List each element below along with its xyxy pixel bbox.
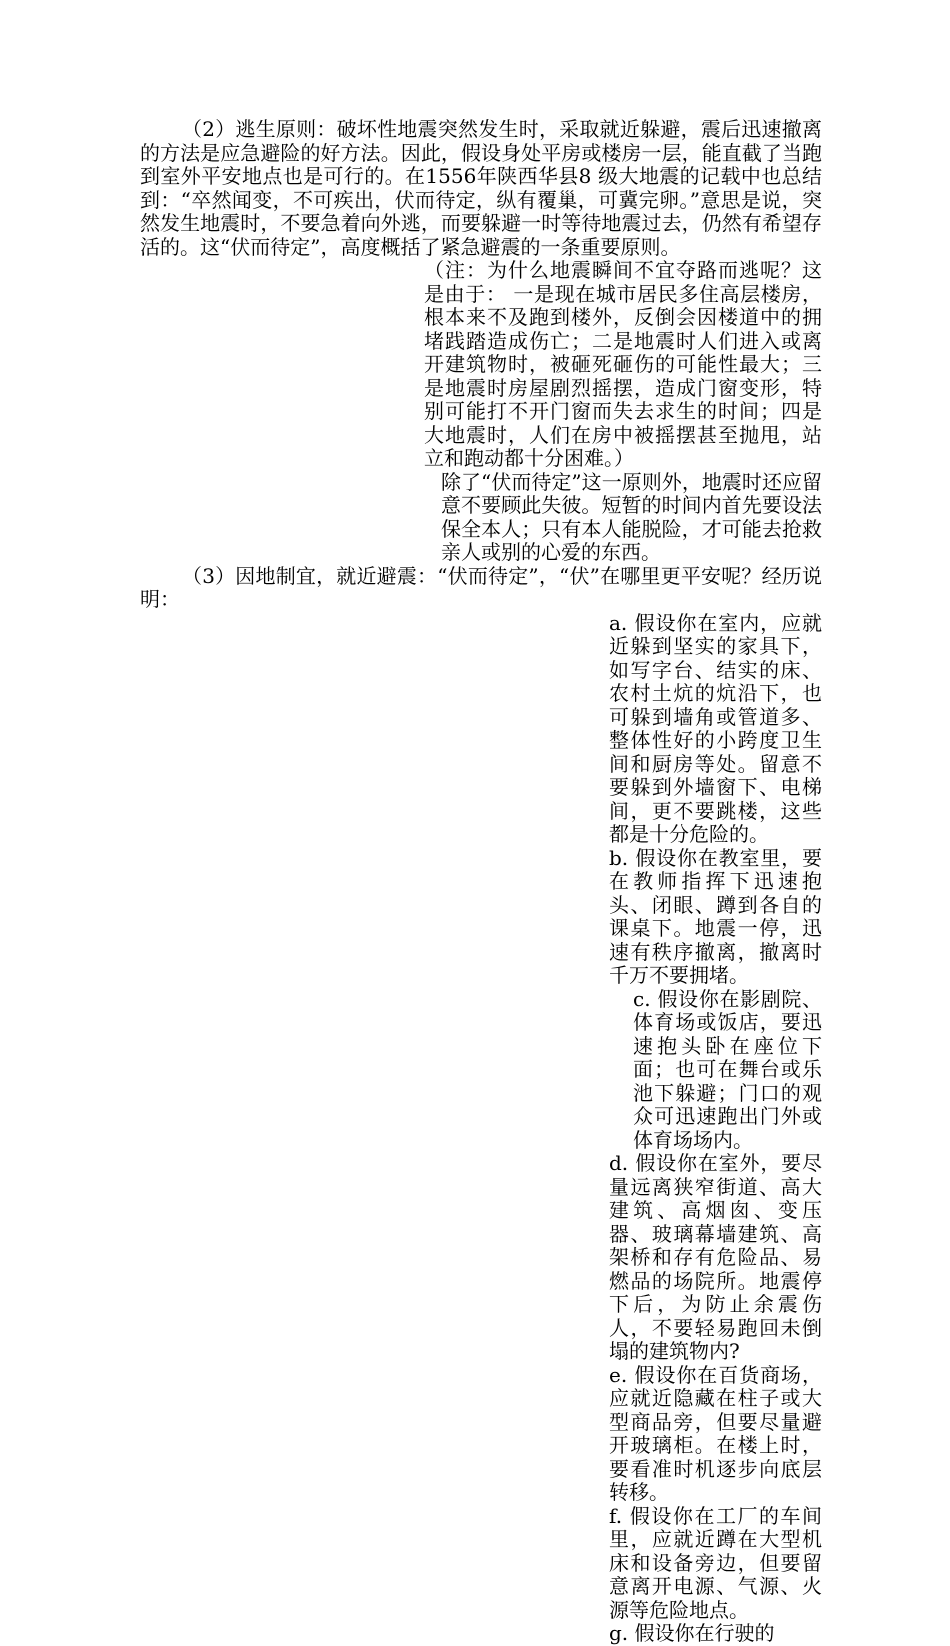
list-item-classroom: b. 假设你在教室里，要在教师指挥下迅速抱头、闭眼、蹲到各自的课桌下。地震一停，迅速有秩序撤离，撤离时千万不要拥堵。	[609, 845, 822, 987]
list-item-department-store: e. 假设你在百货商场，应就近隐藏在柱子或大型商品旁，但要尽量避开玻璃柜。在楼上时，要看准时机逐步向底层转移。	[609, 1362, 822, 1504]
list-item-vehicle: g. 假设你在行驶的	[609, 1621, 775, 1645]
list-item-theater: c. 假设你在影剧院、体育场或饭店，要迅速抱头卧在座位下面；也可在舞台或乐池下躲避；门口的观众可迅速跑出门外或体育场场内。	[633, 986, 822, 1152]
list-item-factory: f. 假设你在工厂的车间里，应就近蹲在大型机床和设备旁边，但要留意离开电源、气源、火源等危险地点。	[609, 1503, 822, 1622]
document-page	[140, 118, 822, 1646]
paragraph-note: （注：为什么地震瞬间不宜夺路而逃呢？这是由于： 一是现在城市居民多住高层楼房，根本来不及跑到楼外，反倒会因楼道中的拥堵践踏造成伤亡；二是地震时人们进入或离开建筑物时，被砸死砸伤的可能性最大；三是地震时房屋剧烈摇摆，造成门窗变形，特别可能打不开门窗而失去求生的时间；四是大地震时，人们在房中被摇摆甚至抛甩，站立和跑动都十分困难。）	[424, 258, 822, 470]
list-item-indoors: a. 假设你在室内，应就近躲到坚实的家具下，如写字台、结实的床、农村土炕的炕沿下，也可躲到墙角或管道多、整体性好的小跨度卫生间和厨房等处。留意不要躲到外墙窗下、电梯间，更不要跳楼，这些都是十分危险的。	[609, 610, 822, 846]
list-item-outdoors: d. 假设你在室外，要尽量远离狭窄街道、高大建筑、高烟囱、变压器、玻璃幕墙建筑、高架桥和存有危险品、易燃品的场院所。地震停下后，为防止余震伤人，不要轻易跑回未倒塌的建筑物内?	[609, 1151, 822, 1363]
paragraph-escape-principle: （2）逃生原则：破坏性地震突然发生时，采取就近躲避，震后迅速撤离的方法是应急避险的好方法。因此，假设身处平房或楼房一层，能直截了当跑到室外平安地点也是可行的。在1556年陕西华县8 级大地震的记载中也总结到：“卒然闻变，不可疾出，伏而待定，纵有覆巢，可冀完卵。”意思是说，突然发生地震时，不要急着向外逃，而要躲避一时等待地震过去，仍然有希望存活的。这“伏而待定”，高度概括了紧急避震的一条重要原则。	[140, 117, 822, 259]
paragraph-besides-principle: 除了“伏而待定”这一原则外，地震时还应留意不要顾此失彼。短暂的时间内首先要设法保全本人；只有本人能脱险，才可能去抢救亲人或别的心爱的东西。	[441, 469, 822, 564]
paragraph-local-shelter: （3）因地制宜，就近避震：“伏而待定”，“伏”在哪里更平安呢？经历说明：	[140, 563, 822, 611]
